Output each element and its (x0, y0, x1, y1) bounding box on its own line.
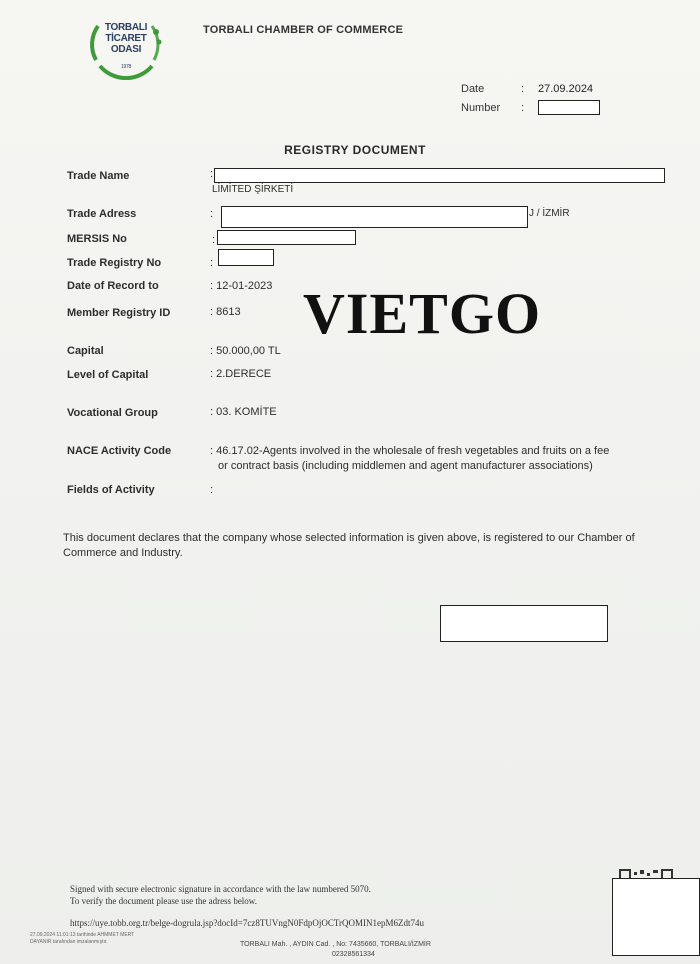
signing-note: 27.09.2024 11:01:13 tarihinde AHMMET MERT DAYANIR tarafından imzalanmıştır. (30, 932, 135, 945)
capital-level-label: Level of Capital (67, 369, 149, 381)
signature-line-1: Signed with secure electronic signature in accordance with the law numbered 5070. (70, 884, 371, 894)
signature-line-2: To verify the document please use the adress below. (70, 896, 257, 906)
capital-label: Capital (67, 345, 104, 357)
organization-name: TORBALI CHAMBER OF COMMERCE (203, 24, 404, 36)
logo-line-3: ODASI (110, 44, 142, 55)
redacted-qr-area (612, 878, 700, 956)
vocational-group-label: Vocational Group (67, 407, 158, 419)
redacted-mersis (217, 230, 356, 245)
nace-line-2: or contract basis (including middlemen and agent manufacturer associations) (218, 460, 593, 472)
trade-address-tail: J / İZMİR (529, 208, 570, 219)
chamber-logo (86, 12, 166, 80)
logo-line-1: TORBALI (104, 22, 148, 33)
verification-url[interactable]: https://uye.tobb.org.tr/belge-dogrula.jsp?docId=7cz8TUVngN0FdpOjOCTrQOMIN1epM6Zdt74u (70, 918, 425, 928)
logo-year: 1978 (121, 64, 131, 70)
date-colon: : (521, 83, 525, 95)
capital-value: : 50.000,00 TL (210, 345, 281, 357)
fields-of-activity-label: Fields of Activity (67, 484, 155, 496)
redacted-number (538, 100, 600, 115)
redacted-trade-address (221, 206, 528, 228)
logo-line-2: TİCARET (105, 33, 147, 44)
trade-name-colon: : (210, 168, 214, 180)
footer-address: TORBALI Mah. , AYDIN Cad. , No: 7435660, TORBALI/İZMİR (240, 941, 431, 948)
date-value: 27.09.2024 (538, 83, 594, 95)
number-colon: : (521, 102, 525, 114)
trade-name-label: Trade Name (67, 170, 130, 182)
watermark: VIETGO (303, 281, 542, 346)
member-id-value: : 8613 (210, 306, 241, 318)
nace-label: NACE Activity Code (67, 445, 172, 457)
signature-note (70, 883, 371, 907)
vocational-group-value: : 03. KOMİTE (210, 406, 277, 418)
member-id-label: Member Registry ID (67, 307, 171, 319)
trade-registry-colon: : (210, 257, 214, 269)
redacted-registry-no (218, 249, 274, 266)
document-title: REGISTRY DOCUMENT (284, 143, 426, 157)
trade-name-suffix: LİMİTED ŞİRKETİ (212, 184, 294, 195)
record-date-label: Date of Record to (67, 280, 159, 292)
trade-address-colon: : (210, 208, 214, 220)
redacted-trade-name (214, 168, 665, 183)
mersis-colon: : (212, 234, 216, 246)
footer-phone: 02328561334 (332, 951, 375, 958)
record-date-value: : 12-01-2023 (210, 280, 273, 292)
number-label: Number (461, 102, 501, 114)
capital-level-value: : 2.DERECE (210, 368, 272, 380)
mersis-label: MERSIS No (67, 233, 127, 245)
trade-address-label: Trade Adress (67, 208, 137, 220)
declaration-text: This document declares that the company whose selected information is given above, is registered to our Chamber of Commerce and Industry. (63, 532, 635, 559)
nace-line-1: : 46.17.02-Agents involved in the wholesale of fresh vegetables and fruits on a fee (210, 445, 610, 457)
date-label: Date (461, 83, 485, 95)
fields-of-activity-value: : (210, 484, 214, 496)
redacted-signature-box (440, 605, 608, 642)
trade-registry-label: Trade Registry No (67, 257, 162, 269)
